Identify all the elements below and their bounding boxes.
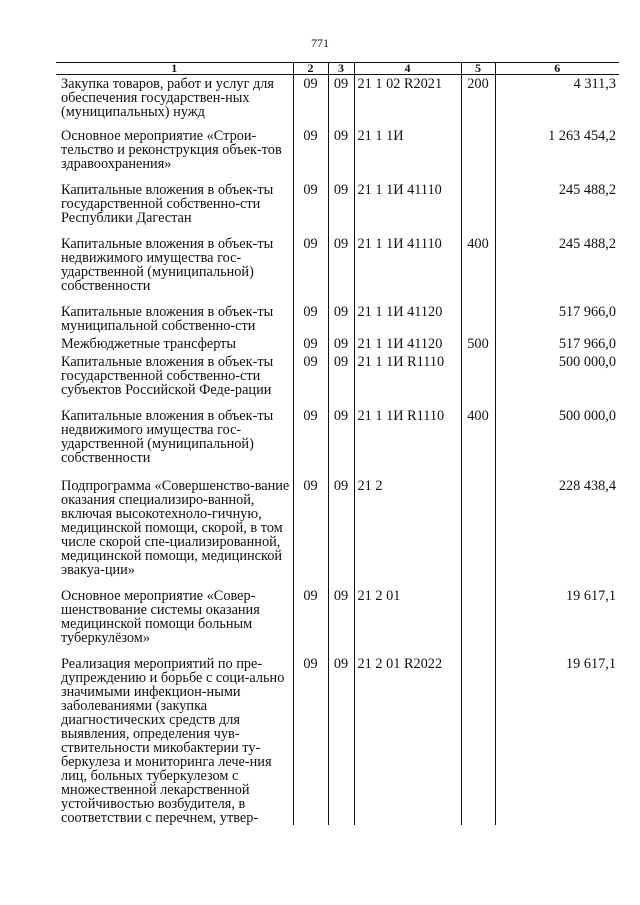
row-name: Капитальные вложения в объек-ты государственной собственно-сти субъектов Российской Феде-рации [61, 354, 274, 398]
table-row [56, 171, 619, 225]
row-name: Основное мероприятие «Совер-шенствование системы оказания медицинской помощи больным туберкулёзом» [61, 588, 260, 646]
row-subsection: 09 [328, 351, 354, 397]
row-target-article: 21 1 1И 41120 [354, 333, 461, 351]
table-row [56, 465, 619, 577]
table-body [56, 75, 619, 826]
row-amount: 1 263 454,2 [495, 119, 619, 171]
row-expense-type: 200 [461, 75, 495, 120]
page-number: 771 [311, 36, 329, 50]
row-subsection: 09 [328, 225, 354, 293]
header-col-2: 2 [293, 63, 328, 75]
row-section: 09 [293, 351, 328, 397]
row-target-article: 21 1 1И [354, 119, 461, 171]
row-section: 09 [293, 75, 328, 120]
row-target-article: 21 1 02 R2021 [354, 75, 461, 120]
row-expense-type: 400 [461, 397, 495, 465]
row-name: Межбюджетные трансферты [61, 336, 237, 352]
row-subsection: 09 [328, 465, 354, 577]
row-amount: 228 438,4 [495, 465, 619, 577]
row-subsection: 09 [328, 293, 354, 333]
row-section: 09 [293, 293, 328, 333]
header-col-6: 6 [495, 63, 619, 75]
row-target-article: 21 1 1И 41120 [354, 293, 461, 333]
table-row [56, 293, 619, 333]
row-subsection: 09 [328, 645, 354, 825]
row-subsection: 09 [328, 397, 354, 465]
table-row [56, 645, 619, 825]
row-name: Капитальные вложения в объек-ты муниципальной собственно-сти [61, 304, 274, 334]
header-col-1: 1 [56, 63, 293, 75]
row-section: 09 [293, 465, 328, 577]
table-row [56, 397, 619, 465]
row-subsection: 09 [328, 75, 354, 120]
row-target-article: 21 1 1И 41110 [354, 171, 461, 225]
row-section: 09 [293, 171, 328, 225]
row-subsection: 09 [328, 119, 354, 171]
row-subsection: 09 [328, 577, 354, 645]
row-name: Реализация мероприятий по пре-дупреждению и борьбе с соци-ально значимыми инфекцион-ными заболеваниями (закупка диагностических средств для выявления, определения чув-ствительности микобактерии ту-беркулеза и мониторинга лече-ния лиц, больных туберкулезом с множественной лекарственной устойчивостью возбудителя, в соответствии с перечнем, утвер- [61, 656, 285, 826]
row-target-article: 21 1 1И R1110 [354, 351, 461, 397]
row-amount: 19 617,1 [495, 577, 619, 645]
row-target-article: 21 2 01 R2022 [354, 645, 461, 825]
row-section: 09 [293, 577, 328, 645]
row-expense-type: 500 [461, 333, 495, 351]
row-section: 09 [293, 225, 328, 293]
table-row [56, 119, 619, 171]
row-section: 09 [293, 119, 328, 171]
row-expense-type [461, 577, 495, 645]
row-expense-type [461, 465, 495, 577]
row-expense-type: 400 [461, 225, 495, 293]
row-target-article: 21 1 1И R1110 [354, 397, 461, 465]
table-row [56, 225, 619, 293]
row-amount: 517 966,0 [495, 333, 619, 351]
row-name: Основное мероприятие «Строи-тельство и реконструкция объек-тов здравоохранения» [61, 128, 282, 172]
row-name: Капитальные вложения в объек-ты недвижимого имущества гос-ударственной (муниципальной) собственности [61, 408, 274, 466]
table-header [56, 63, 619, 75]
row-expense-type [461, 293, 495, 333]
row-amount: 19 617,1 [495, 645, 619, 825]
row-target-article: 21 1 1И 41110 [354, 225, 461, 293]
header-row [56, 63, 619, 75]
row-name: Подпрограмма «Совершенство-вание оказания специализиро-ванной, включая высокотехноло-гичную, медицинской помощи, скорой, в том числе скорой спе-циализированной, медицинской помощи, медицинской эвакуа-ции» [61, 478, 290, 578]
table-row [56, 351, 619, 397]
row-amount: 4 311,3 [495, 75, 619, 120]
row-subsection: 09 [328, 171, 354, 225]
row-target-article: 21 2 01 [354, 577, 461, 645]
row-amount: 500 000,0 [495, 397, 619, 465]
row-amount: 500 000,0 [495, 351, 619, 397]
header-col-4: 4 [354, 63, 461, 75]
row-expense-type [461, 351, 495, 397]
row-expense-type [461, 119, 495, 171]
header-col-3: 3 [328, 63, 354, 75]
row-target-article: 21 2 [354, 465, 461, 577]
row-name: Капитальные вложения в объек-ты государственной собственно-сти Республики Дагестан [61, 182, 274, 226]
row-name: Капитальные вложения в объек-ты недвижимого имущества гос-ударственной (муниципальной) собственности [61, 236, 274, 294]
budget-table [56, 62, 619, 825]
row-amount: 245 488,2 [495, 225, 619, 293]
table-row [56, 333, 619, 351]
row-expense-type [461, 645, 495, 825]
row-section: 09 [293, 645, 328, 825]
row-amount: 517 966,0 [495, 293, 619, 333]
row-name: Закупка товаров, работ и услуг для обеспечения государствен-ных (муниципальных) нужд [61, 76, 274, 120]
table-row [56, 75, 619, 120]
row-subsection: 09 [328, 333, 354, 351]
row-expense-type [461, 171, 495, 225]
row-section: 09 [293, 397, 328, 465]
row-amount: 245 488,2 [495, 171, 619, 225]
row-section: 09 [293, 333, 328, 351]
table-row [56, 577, 619, 645]
header-col-5: 5 [461, 63, 495, 75]
